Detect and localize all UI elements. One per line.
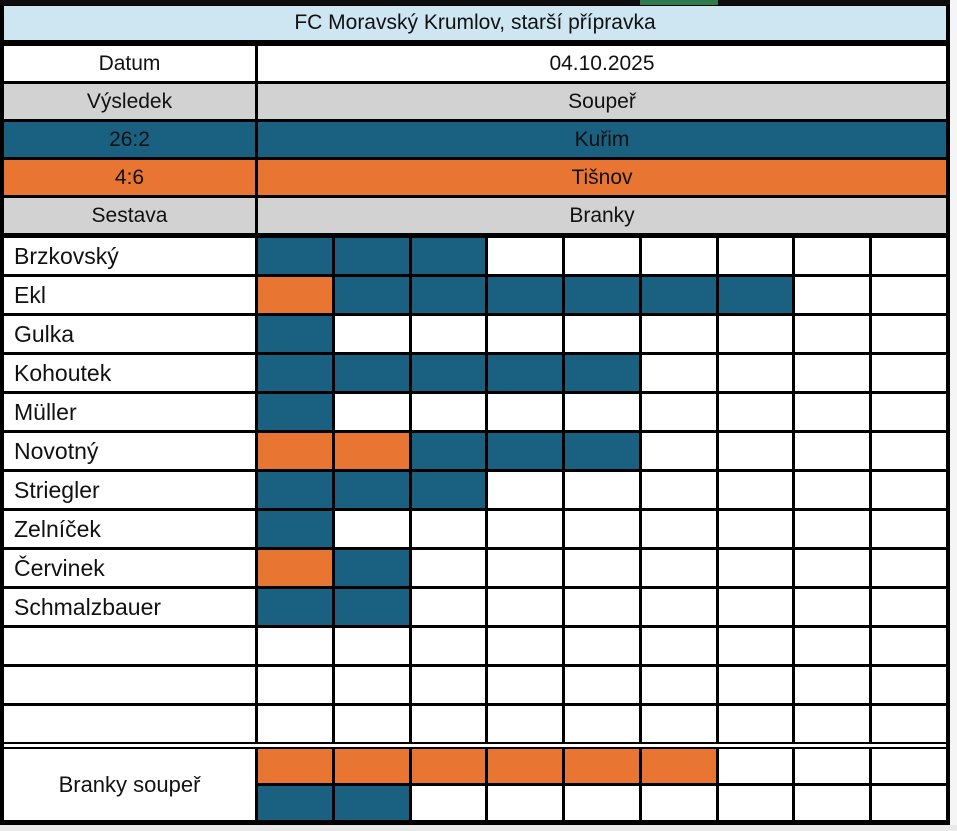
info-label-cell[interactable]: 4:6: [4, 160, 255, 195]
goal-cell[interactable]: [412, 316, 486, 352]
goal-cell[interactable]: [719, 628, 793, 664]
info-value-cell[interactable]: Branky: [258, 198, 946, 233]
goal-cell[interactable]: [795, 394, 869, 430]
info-value-cell[interactable]: Kuřim: [258, 122, 946, 157]
goal-cell[interactable]: [565, 277, 639, 313]
goal-cell[interactable]: [258, 511, 332, 547]
player-name-cell[interactable]: Schmalzbauer: [4, 589, 255, 625]
goal-cell[interactable]: [565, 589, 639, 625]
goal-cell[interactable]: [565, 355, 639, 391]
goal-cell[interactable]: [872, 394, 946, 430]
goal-cell[interactable]: [488, 628, 562, 664]
goal-cell[interactable]: [258, 628, 332, 664]
goal-cell[interactable]: [258, 394, 332, 430]
goal-cell[interactable]: [412, 355, 486, 391]
goal-cell[interactable]: [642, 433, 716, 469]
goal-cell[interactable]: [565, 238, 639, 274]
goal-cell[interactable]: [795, 589, 869, 625]
goal-cell[interactable]: [719, 706, 793, 742]
goal-cell[interactable]: [258, 316, 332, 352]
goal-cell[interactable]: [719, 316, 793, 352]
goal-cell[interactable]: [488, 511, 562, 547]
goal-cell[interactable]: [488, 667, 562, 703]
opponent-goal-cell[interactable]: [488, 749, 562, 783]
goal-cell[interactable]: [412, 589, 486, 625]
goal-cell[interactable]: [488, 316, 562, 352]
player-name-cell[interactable]: Striegler: [4, 472, 255, 508]
goal-cell[interactable]: [642, 316, 716, 352]
goal-cell[interactable]: [335, 394, 409, 430]
opponent-goal-cell[interactable]: [565, 749, 639, 783]
info-value-cell[interactable]: Soupeř: [258, 84, 946, 119]
opponent-goal-cell[interactable]: [258, 786, 332, 820]
goal-cell[interactable]: [412, 472, 486, 508]
goal-cell[interactable]: [335, 628, 409, 664]
goal-cell[interactable]: [795, 628, 869, 664]
sheet-right-margin: [950, 0, 957, 825]
double-border: [4, 742, 946, 749]
goal-cell[interactable]: [642, 706, 716, 742]
goal-cell[interactable]: [488, 277, 562, 313]
goal-cell[interactable]: [872, 706, 946, 742]
goal-cell[interactable]: [258, 472, 332, 508]
goal-cell[interactable]: [795, 316, 869, 352]
player-name-cell[interactable]: [4, 706, 255, 742]
goal-cell[interactable]: [412, 511, 486, 547]
goal-cell[interactable]: [872, 628, 946, 664]
opponent-goals-label-cell[interactable]: Branky soupeř: [4, 749, 255, 820]
goal-cell[interactable]: [642, 277, 716, 313]
opponent-goal-cell[interactable]: [258, 749, 332, 783]
goal-cell[interactable]: [335, 667, 409, 703]
goal-cell[interactable]: [795, 238, 869, 274]
info-value-cell[interactable]: 04.10.2025: [258, 46, 946, 81]
goal-cell[interactable]: [719, 550, 793, 586]
goal-cell[interactable]: [335, 550, 409, 586]
goal-cell[interactable]: [488, 394, 562, 430]
goal-cell[interactable]: [642, 667, 716, 703]
goal-cell[interactable]: [488, 550, 562, 586]
goal-cell[interactable]: [335, 511, 409, 547]
goal-cell[interactable]: [258, 238, 332, 274]
info-grid: [4, 46, 946, 233]
opponent-goal-cell[interactable]: [412, 749, 486, 783]
goal-cell[interactable]: [642, 238, 716, 274]
goal-cell[interactable]: [872, 433, 946, 469]
goal-cell[interactable]: [335, 355, 409, 391]
goal-cell[interactable]: [795, 667, 869, 703]
goal-cell[interactable]: [642, 355, 716, 391]
player-name-cell[interactable]: Müller: [4, 394, 255, 430]
goal-cell[interactable]: [795, 277, 869, 313]
goal-cell[interactable]: [795, 355, 869, 391]
opponent-goal-cell[interactable]: [872, 749, 946, 783]
player-name-cell[interactable]: Novotný: [4, 433, 255, 469]
goal-cell[interactable]: [872, 511, 946, 547]
goal-cell[interactable]: [872, 472, 946, 508]
goal-cell[interactable]: [412, 667, 486, 703]
goal-cell[interactable]: [335, 277, 409, 313]
goal-cell[interactable]: [258, 706, 332, 742]
goal-cell[interactable]: [719, 667, 793, 703]
goal-cell[interactable]: [258, 355, 332, 391]
goal-cell[interactable]: [719, 433, 793, 469]
opponent-goal-cell[interactable]: [642, 749, 716, 783]
goal-cell[interactable]: [488, 472, 562, 508]
opponent-goal-cell[interactable]: [642, 786, 716, 820]
goal-cell[interactable]: [642, 511, 716, 547]
goal-cell[interactable]: [565, 394, 639, 430]
opponent-goal-cell[interactable]: [795, 749, 869, 783]
goal-cell[interactable]: [335, 316, 409, 352]
opponent-goal-cell[interactable]: [335, 749, 409, 783]
goal-cell[interactable]: [258, 277, 332, 313]
goal-cell[interactable]: [258, 433, 332, 469]
player-name-cell[interactable]: Červinek: [4, 550, 255, 586]
goal-cell[interactable]: [795, 433, 869, 469]
goal-cell[interactable]: [565, 472, 639, 508]
goal-cell[interactable]: [872, 277, 946, 313]
goal-cell[interactable]: [488, 355, 562, 391]
goal-cell[interactable]: [412, 628, 486, 664]
goal-cell[interactable]: [488, 706, 562, 742]
goal-cell[interactable]: [412, 550, 486, 586]
goal-cell[interactable]: [642, 472, 716, 508]
goal-cell[interactable]: [258, 589, 332, 625]
goal-cell[interactable]: [642, 628, 716, 664]
goal-cell[interactable]: [412, 238, 486, 274]
player-name-cell[interactable]: Kohoutek: [4, 355, 255, 391]
goal-cell[interactable]: [795, 706, 869, 742]
goal-cell[interactable]: [872, 550, 946, 586]
goal-cell[interactable]: [335, 472, 409, 508]
goal-cell[interactable]: [795, 511, 869, 547]
player-name-cell[interactable]: Brzkovský: [4, 238, 255, 274]
goal-cell[interactable]: [719, 394, 793, 430]
player-name-cell[interactable]: [4, 628, 255, 664]
goal-cell[interactable]: [795, 472, 869, 508]
goal-cell[interactable]: [872, 355, 946, 391]
opponent-goal-cell[interactable]: [565, 786, 639, 820]
goal-cell[interactable]: [719, 238, 793, 274]
opponent-goal-cell[interactable]: [795, 786, 869, 820]
player-name-cell[interactable]: Ekl: [4, 277, 255, 313]
goal-cell[interactable]: [335, 706, 409, 742]
opponent-goal-cell[interactable]: [488, 786, 562, 820]
goal-cell[interactable]: [565, 433, 639, 469]
info-value-cell[interactable]: Tišnov: [258, 160, 946, 195]
goal-cell[interactable]: [642, 550, 716, 586]
goal-cell[interactable]: [565, 316, 639, 352]
goal-cell[interactable]: [258, 550, 332, 586]
goal-cell[interactable]: [488, 433, 562, 469]
goal-cell[interactable]: [642, 589, 716, 625]
title-cell[interactable]: FC Moravský Krumlov, starší přípravka: [4, 6, 946, 40]
goal-cell[interactable]: [719, 277, 793, 313]
info-label-cell[interactable]: Sestava: [4, 198, 255, 233]
goal-cell[interactable]: [565, 706, 639, 742]
sheet-bottom-margin: [0, 825, 957, 831]
goal-cell[interactable]: [335, 238, 409, 274]
roster-grid: [4, 238, 946, 742]
goal-cell[interactable]: [719, 511, 793, 547]
goal-cell[interactable]: [872, 316, 946, 352]
opponent-goal-cell[interactable]: [719, 786, 793, 820]
player-name-cell[interactable]: Gulka: [4, 316, 255, 352]
goal-cell[interactable]: [565, 550, 639, 586]
info-label-cell[interactable]: 26:2: [4, 122, 255, 157]
goal-cell[interactable]: [872, 238, 946, 274]
player-name-cell[interactable]: Zelníček: [4, 511, 255, 547]
goal-cell[interactable]: [719, 355, 793, 391]
goal-cell[interactable]: [335, 433, 409, 469]
goal-cell[interactable]: [795, 550, 869, 586]
opponent-goal-cell[interactable]: [719, 749, 793, 783]
goal-cell[interactable]: [872, 589, 946, 625]
goal-cell[interactable]: [565, 511, 639, 547]
goal-cell[interactable]: [872, 667, 946, 703]
goal-cell[interactable]: [488, 238, 562, 274]
goal-cell[interactable]: [642, 394, 716, 430]
goal-cell[interactable]: [258, 667, 332, 703]
goal-cell[interactable]: [412, 433, 486, 469]
match-table: [0, 5, 950, 826]
goal-cell[interactable]: [565, 667, 639, 703]
opponent-goal-cell[interactable]: [872, 786, 946, 820]
goal-cell[interactable]: [488, 589, 562, 625]
goal-cell[interactable]: [412, 706, 486, 742]
info-label-cell[interactable]: Výsledek: [4, 84, 255, 119]
goal-cell[interactable]: [335, 589, 409, 625]
player-name-cell[interactable]: [4, 667, 255, 703]
opponent-grid: [4, 749, 946, 820]
info-label-cell[interactable]: Datum: [4, 46, 255, 81]
goal-cell[interactable]: [719, 472, 793, 508]
opponent-goal-cell[interactable]: [335, 786, 409, 820]
opponent-goal-cell[interactable]: [412, 786, 486, 820]
goal-cell[interactable]: [719, 589, 793, 625]
goal-cell[interactable]: [565, 628, 639, 664]
goal-cell[interactable]: [412, 394, 486, 430]
goal-cell[interactable]: [412, 277, 486, 313]
